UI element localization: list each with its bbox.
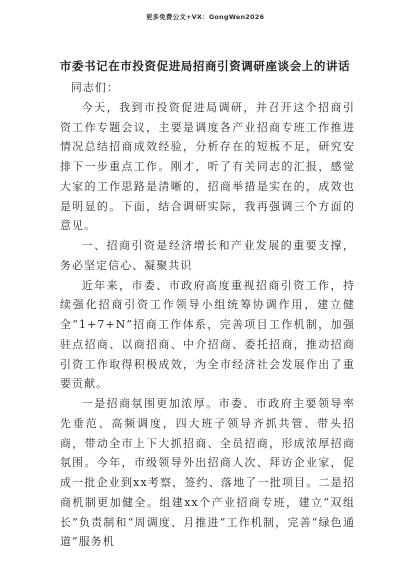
document-body [60,78,355,552]
section-heading-1: 一、招商引资是经济增长和产业发展的重要支撑，务必坚定信心、凝聚共识 [60,239,355,272]
paragraph-background: 近年来，市委、市政府高度重视招商引资工作，持续强化招商引资工作领导小组统筹协调作用，建立健全“1+7+N”招商工作体系，完善项目工作机制，加强驻点招商、以商招商、中介招商、委托招商，推动招商引资工作取得积极成效，为全市经济社会发展作出了重要贡献。 [60,278,355,391]
header-note: 更多免费公文+VX：GongWen2026 [145,13,265,21]
paragraph-intro: 今天，我到市投资促进局调研，并召开这个招商引资工作专题会议，主要是调度各产业招商专班工作推进情况总结招商成效经验，分析存在的短板不足，研究安排下一步重点工作。刚才，听了有关同志的汇报，感觉大家的工作思路是清晰的，招商举措是实在的，成效也是明显的。下面，结合调研实际，我再强调三个方面的意见。 [60,100,355,233]
document-title: 市委书记在市投资促进局招商引资调研座谈会上的讲话 [59,59,351,73]
salutation: 同志们： [70,81,120,94]
paragraph-achievements: 一是招商氛围更加浓厚。市委、市政府主要领导率先垂范、高频调度，四大班子领导齐抓共管、带头招商，带动全市上下大抓招商、全员招商，形成浓厚招商氛围。今年，市级领导外出招商人次、拜访企业家，促成一批企业到xx考察，签约、落地了一批项目。二是招商机制更加健全。组建xx个产业招商专班，建立“双组长”负责制和“周调度、月推进”工作机制，完善“绿色通道”服务机 [60,397,355,549]
